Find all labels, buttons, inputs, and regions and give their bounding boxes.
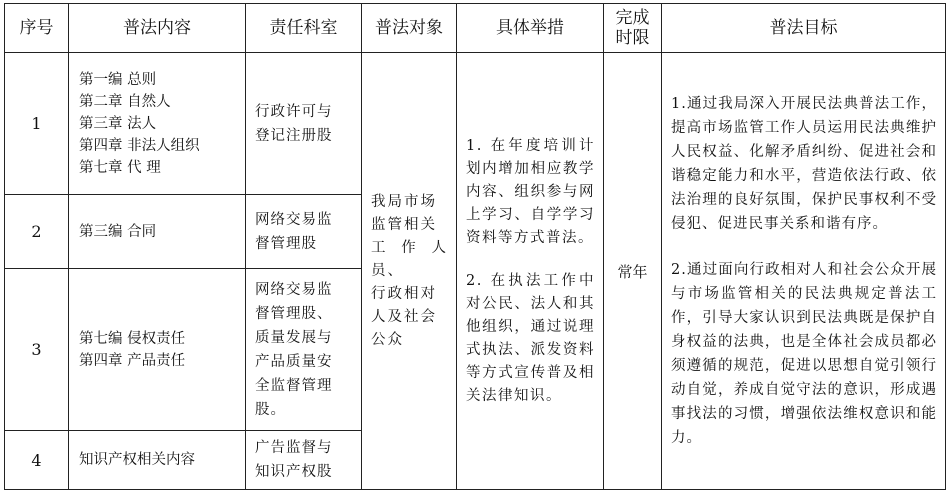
table-row (5, 53, 946, 195)
header-goal: 普法目标 (662, 4, 946, 53)
row-seq: 4 (5, 431, 69, 490)
dept-line: 股。 (255, 401, 286, 418)
shared-target (362, 53, 457, 490)
header-dept: 责任科室 (246, 4, 362, 53)
row-content (69, 431, 246, 490)
target-line: 监管相关 (371, 216, 437, 233)
content-line: 第二章 自然人 (79, 93, 171, 110)
header-seq: 序号 (5, 4, 69, 53)
target-line: 行政相对 (371, 285, 437, 302)
header-time (604, 4, 662, 53)
law-publicity-plan-table (4, 3, 946, 490)
dept-line: 督管理股 (255, 235, 317, 252)
row-content (69, 53, 246, 195)
dept-line: 质量发展与 (255, 329, 333, 346)
shared-time: 常年 (604, 53, 662, 490)
row-content (69, 269, 246, 431)
content-line: 第七编 侵权责任 (79, 330, 186, 347)
header-measures: 具体举措 (457, 4, 604, 53)
row-dept (246, 53, 362, 195)
header-content: 普法内容 (69, 4, 246, 53)
header-target: 普法对象 (362, 4, 457, 53)
dept-line: 网络交易监 (255, 281, 333, 298)
target-line: 公众 (371, 331, 404, 348)
content-line: 第四章 非法人组织 (79, 137, 200, 154)
header-time-line1: 完成 (615, 8, 650, 28)
measure-item: 2. 在执法工作中对公民、法人和其他组织，通过说理式执法、派发资料等方式宣传普及相关法律知识。 (466, 272, 595, 404)
dept-line: 全监督管理 (255, 377, 333, 394)
row-dept (246, 431, 362, 490)
row-content (69, 195, 246, 269)
content-line: 第三章 法人 (79, 115, 157, 132)
dept-line: 登记注册股 (255, 127, 333, 144)
goal-item: 1.通过我局深入开展民法典普法工作，提高市场监管工作人员运用民法典维护人民权益、化解矛盾纠纷、促进社会和谐稳定能力和水平，营造依法行政、依法治理的良好氛围，保护民事权利不受侵犯、促进民事关系和谐有序。 (671, 96, 937, 232)
target-line: 工作人员、 (371, 239, 448, 279)
shared-goal (662, 53, 946, 490)
content-line: 第七章 代 理 (79, 159, 161, 176)
dept-line: 知识产权股 (255, 464, 333, 480)
content-line: 知识产权相关内容 (79, 452, 195, 468)
dept-line: 广告监督与 (255, 440, 333, 456)
content-line: 第三编 合同 (79, 223, 157, 240)
header-row (5, 4, 946, 53)
dept-line: 产品质量安 (255, 353, 333, 370)
header-time-line2: 时限 (615, 28, 650, 48)
content-line: 第四章 产品责任 (79, 352, 186, 369)
dept-line: 网络交易监 (255, 211, 333, 228)
row-dept (246, 195, 362, 269)
row-seq: 3 (5, 269, 69, 431)
goal-item: 2.通过面向行政相对人和社会公众开展与市场监管相关的民法典规定普法工作，引导大家认识到民法典既是保护自身权益的法典，也是全体社会成员都必须遵循的规范，促进以思想自觉引领行动自觉，养成自觉守法的意识，形成遇事找法的习惯，增强依法维权意识和能力。 (671, 262, 937, 446)
row-seq: 2 (5, 195, 69, 269)
measure-item: 1. 在年度培训计划内增加相应教学内容、组织参与网上学习、自学学习资料等方式普法。 (466, 137, 595, 246)
target-line: 人及社会 (371, 308, 437, 325)
row-dept (246, 269, 362, 431)
row-seq: 1 (5, 53, 69, 195)
dept-line: 行政许可与 (255, 103, 333, 120)
target-line: 我局市场 (371, 193, 437, 210)
dept-line: 督管理股、 (255, 305, 333, 322)
shared-measures (457, 53, 604, 490)
content-line: 第一编 总则 (79, 71, 157, 88)
